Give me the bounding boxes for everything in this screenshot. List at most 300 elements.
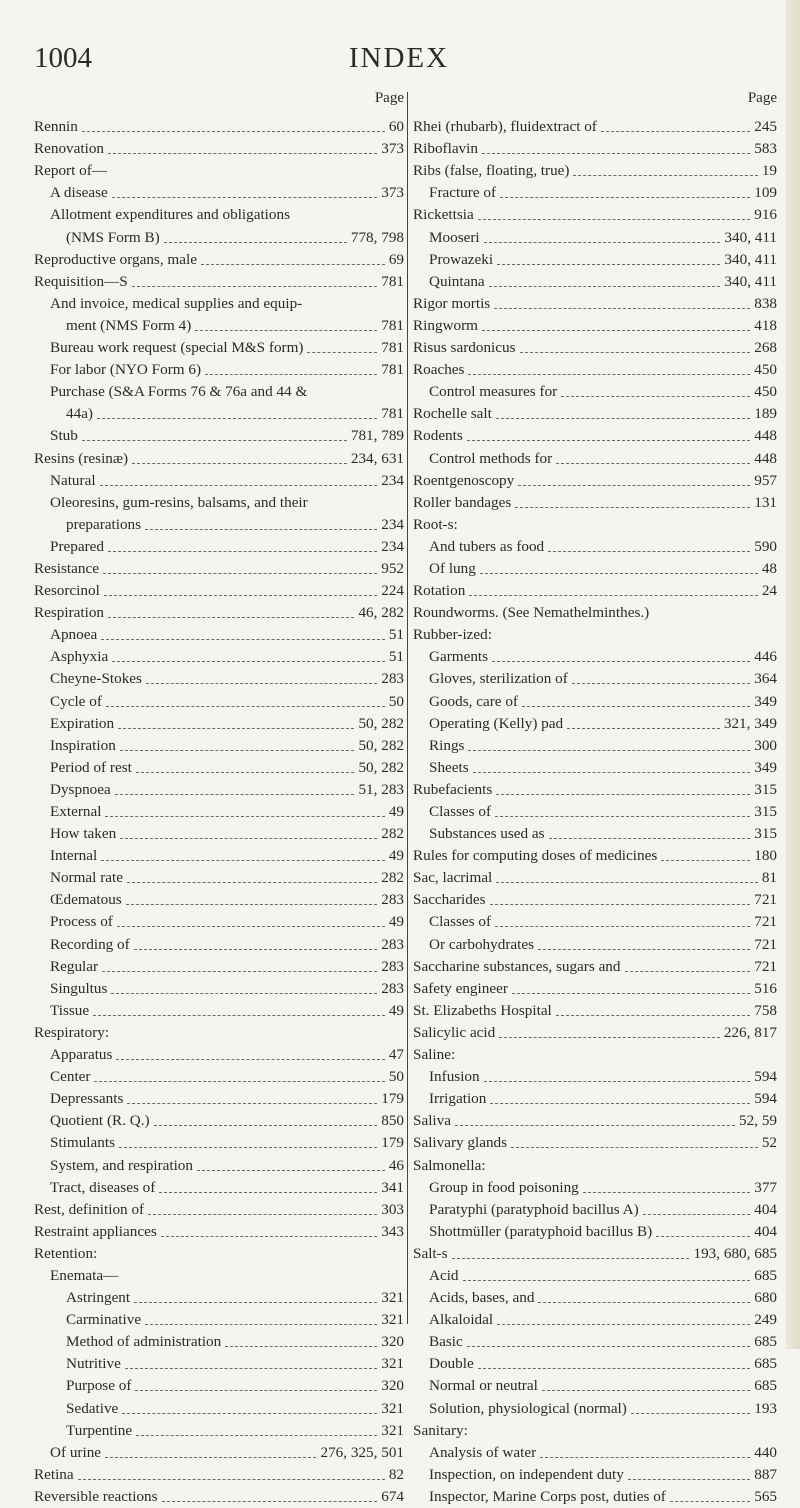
entry-term: Salt-s [413, 1244, 448, 1262]
leader-dashes [572, 682, 750, 684]
index-entry [34, 403, 406, 425]
entry-page-number: 838 [754, 294, 777, 312]
index-entry [34, 315, 406, 337]
entry-term: Garments [429, 648, 489, 666]
entry-term: Saliva [413, 1112, 451, 1130]
index-entry [34, 956, 406, 978]
leader-dashes [496, 417, 750, 419]
index-entry [413, 1353, 779, 1375]
entry-term: Center [50, 1068, 91, 1086]
entry-page-number: 404 [754, 1200, 777, 1218]
entry-page-number: 282 [381, 825, 404, 843]
leader-dashes [78, 1478, 385, 1480]
index-entry [413, 1397, 779, 1419]
entry-page-number: 590 [754, 537, 777, 555]
entry-term: Resorcinol [34, 582, 100, 600]
index-entry [34, 470, 406, 492]
entry-page-number: 373 [381, 184, 404, 202]
leader-dashes [478, 218, 750, 220]
leader-dashes [520, 351, 751, 353]
index-entry [34, 735, 406, 757]
entry-term: Œdematous [50, 891, 122, 909]
index-column-left [34, 90, 406, 1508]
index-entry [413, 1375, 779, 1397]
entry-page-number: 674 [381, 1487, 404, 1505]
index-entry [413, 779, 779, 801]
index-entry [34, 713, 406, 735]
leader-dashes [154, 1124, 378, 1126]
entry-term: Turpentine [66, 1421, 133, 1439]
index-entry [34, 1088, 406, 1110]
entry-term: Classes of [429, 913, 492, 931]
entry-page-number: 49 [388, 1001, 404, 1019]
page-title: INDEX [348, 42, 450, 74]
index-entry [34, 889, 406, 911]
entry-page-number: 340, 411 [724, 272, 777, 290]
leader-dashes [127, 881, 377, 883]
index-entry [34, 1066, 406, 1088]
leader-dashes [127, 1102, 377, 1104]
leader-dashes [105, 815, 384, 817]
index-entry [34, 1397, 406, 1419]
entry-term: Rennin [34, 118, 78, 136]
entry-term: Goods, care of [429, 692, 518, 710]
leader-dashes [94, 1080, 384, 1082]
index-entry [413, 492, 779, 514]
index-entry [413, 1221, 779, 1243]
index-entry [413, 359, 779, 381]
index-entry [413, 447, 779, 469]
entry-term: Shottmüller (paratyphoid bacillus B) [429, 1222, 653, 1240]
entry-page-number: 404 [754, 1222, 777, 1240]
leader-dashes [126, 903, 378, 905]
leader-dashes [103, 572, 377, 574]
index-entry [34, 646, 406, 668]
index-entry [34, 911, 406, 933]
index-entry [413, 1154, 779, 1176]
entry-term: Rules for computing doses of medicines [413, 847, 658, 865]
entry-page-number: 343 [381, 1222, 404, 1240]
entry-term: Ribs (false, floating, true) [413, 162, 570, 180]
entry-term: Requisition—S [34, 272, 128, 290]
index-entry [34, 138, 406, 160]
index-entry [413, 116, 779, 138]
leader-dashes [101, 859, 385, 861]
entry-page-number: 46 [388, 1156, 404, 1174]
entry-page-number: 340, 411 [724, 228, 777, 246]
entry-term: Group in food poisoning [429, 1178, 579, 1196]
entry-page-number: 50 [388, 692, 404, 710]
leader-dashes [567, 727, 720, 729]
entry-page-number: 721 [754, 935, 777, 953]
entry-term: Enemata— [50, 1266, 119, 1284]
index-entry [413, 1199, 779, 1221]
leader-dashes [307, 351, 377, 353]
leader-dashes [112, 196, 377, 198]
leader-dashes [108, 616, 354, 618]
entry-term: ment (NMS Form 4) [66, 316, 192, 334]
index-entry [413, 470, 779, 492]
index-entry [413, 1265, 779, 1287]
leader-dashes [538, 1301, 750, 1303]
index-entry [413, 602, 779, 624]
entry-term: Acids, bases, and [429, 1289, 535, 1307]
entry-page-number: 179 [381, 1134, 404, 1152]
index-entry [34, 249, 406, 271]
index-entry [413, 1486, 779, 1508]
leader-dashes [134, 948, 378, 950]
leader-dashes [106, 705, 385, 707]
index-entry [34, 801, 406, 823]
entry-page-number: 109 [754, 184, 777, 202]
entry-term: Rhei (rhubarb), fluidextract of [413, 118, 597, 136]
entry-term: Or carbohydrates [429, 935, 534, 953]
index-entry [34, 1464, 406, 1486]
entry-term: Resistance [34, 559, 99, 577]
index-entry [34, 359, 406, 381]
entry-term: Tract, diseases of [50, 1178, 156, 1196]
entry-term: Irrigation [429, 1090, 487, 1108]
index-entry [413, 204, 779, 226]
entry-term: And tubers as food [429, 537, 545, 555]
entry-page-number: 224 [381, 582, 404, 600]
entry-term: Respiration [34, 604, 105, 622]
entry-term: Saline: [413, 1046, 456, 1064]
index-entry [413, 1442, 779, 1464]
index-entry [34, 1420, 406, 1442]
entry-page-number: 315 [754, 825, 777, 843]
leader-dashes [661, 859, 750, 861]
entry-term: Process of [50, 913, 113, 931]
entry-term: Acid [429, 1266, 459, 1284]
leader-dashes [583, 1191, 750, 1193]
index-entry [413, 1243, 779, 1265]
leader-dashes [495, 815, 750, 817]
leader-dashes [573, 174, 757, 176]
entry-page-number: 283 [381, 670, 404, 688]
entry-term: Depressants [50, 1090, 124, 1108]
leader-dashes [490, 1102, 750, 1104]
entry-term: Sheets [429, 758, 469, 776]
entry-page-number: 781 [381, 316, 404, 334]
entry-term: Apnoea [50, 626, 98, 644]
entry-page-number: 446 [754, 648, 777, 666]
entry-page-number: 69 [388, 250, 404, 268]
entry-term: External [50, 803, 102, 820]
entry-term: Nutritive [66, 1355, 121, 1373]
index-entry [413, 138, 779, 160]
entry-page-number: 46, 282 [358, 604, 404, 622]
index-entry [34, 182, 406, 204]
leader-dashes [480, 572, 758, 574]
entry-term: (NMS Form B) [66, 228, 160, 246]
entry-page-number: 781 [381, 361, 404, 379]
entry-page-number: 283 [381, 957, 404, 975]
leader-dashes [556, 462, 750, 464]
index-entry [413, 249, 779, 271]
entry-page-number: 450 [754, 361, 777, 379]
leader-dashes [468, 373, 750, 375]
leader-dashes [542, 1389, 750, 1391]
entry-page-number: 249 [754, 1311, 777, 1329]
leader-dashes [159, 1191, 377, 1193]
entry-page-number: 52, 59 [739, 1112, 777, 1130]
leader-dashes [132, 462, 347, 464]
leader-dashes [148, 1213, 377, 1215]
entry-term: Double [429, 1355, 474, 1373]
entry-term: Saccharine substances, sugars and [413, 957, 621, 975]
entry-term: Control measures for [429, 383, 558, 401]
entry-term: Of urine [50, 1443, 102, 1461]
index-entry [413, 1331, 779, 1353]
entry-page-number: 268 [754, 339, 777, 357]
entry-page-number: 50, 282 [358, 758, 404, 776]
entry-page-number: 282 [381, 869, 404, 887]
entry-term: Quintana [429, 272, 485, 290]
entry-page-number: 448 [754, 449, 777, 467]
entry-term: Roller bandages [413, 493, 512, 511]
entry-page-number: 685 [754, 1377, 777, 1395]
leader-dashes [134, 1301, 377, 1303]
entry-term: Safety engineer [413, 979, 508, 997]
entry-term: Period of rest [50, 758, 132, 776]
index-entry [34, 1044, 406, 1066]
entry-term: And invoice, medical supplies and equip- [50, 294, 303, 312]
index-entry [413, 182, 779, 204]
index-entry [413, 580, 779, 602]
index-entry [34, 624, 406, 646]
entry-page-number: 448 [754, 427, 777, 445]
entry-term: Analysis of water [429, 1443, 537, 1461]
leader-dashes [122, 1412, 377, 1414]
entry-page-number: 60 [388, 118, 404, 136]
leader-dashes [93, 1014, 385, 1016]
index-entry [413, 713, 779, 735]
leader-dashes [145, 528, 377, 530]
entry-term: Basic [429, 1333, 463, 1351]
entry-page-number: 450 [754, 383, 777, 401]
entry-page-number: 583 [754, 140, 777, 158]
entry-term: Substances used as [429, 825, 545, 843]
entry-page-number: 51 [388, 648, 404, 666]
index-entry [34, 867, 406, 889]
entry-term: Normal or neutral [429, 1377, 538, 1395]
leader-dashes [197, 1169, 385, 1171]
index-entry [34, 1309, 406, 1331]
index-entry [34, 779, 406, 801]
leader-dashes [496, 793, 750, 795]
entry-term: Control methods for [429, 449, 553, 467]
index-entry [34, 1331, 406, 1353]
leader-dashes [489, 285, 721, 287]
index-entry [413, 956, 779, 978]
index-entry [413, 1022, 779, 1044]
entry-term: Riboflavin [413, 140, 478, 158]
entry-term: Respiratory: [34, 1023, 110, 1041]
entry-term: Sac, lacrimal [413, 869, 493, 887]
index-column-right [413, 90, 779, 1508]
entry-page-number: 300 [754, 736, 777, 754]
index-entry [34, 425, 406, 447]
entry-term: Sedative [66, 1399, 119, 1417]
column-heading-page: Page [747, 90, 777, 106]
entry-term: preparations [66, 515, 142, 533]
index-entry [34, 1132, 406, 1154]
index-entry [413, 403, 779, 425]
index-entry [34, 514, 406, 536]
entry-term: Risus sardonicus [413, 339, 516, 357]
leader-dashes [518, 484, 750, 486]
entry-term: Resins (resinæ) [34, 449, 129, 467]
leader-dashes [119, 1146, 377, 1148]
column-heading-page: Page [374, 90, 404, 106]
entry-page-number: 685 [754, 1355, 777, 1373]
entry-page-number: 283 [381, 979, 404, 997]
entry-page-number: 781 [381, 405, 404, 423]
leader-dashes [455, 1124, 735, 1126]
index-entry [34, 536, 406, 558]
entry-term: Solution, physiological (normal) [429, 1399, 627, 1417]
entry-term: Rings [429, 736, 465, 754]
index-entry [413, 1110, 779, 1132]
index-entry [413, 867, 779, 889]
index-entry [413, 1177, 779, 1199]
entry-page-number: 321 [381, 1421, 404, 1439]
entry-page-number: 49 [388, 913, 404, 931]
leader-dashes [162, 1500, 378, 1502]
leader-dashes [136, 771, 355, 773]
index-entry [413, 425, 779, 447]
entry-term: Inspiration [50, 736, 116, 754]
leader-dashes [500, 196, 750, 198]
entry-term: Allotment expenditures and obligations [50, 206, 291, 224]
index-entry [34, 381, 406, 403]
entry-term: Internal [50, 847, 98, 865]
index-entry [413, 933, 779, 955]
entry-term: Stub [50, 427, 78, 445]
leader-dashes [120, 749, 355, 751]
leader-dashes [538, 948, 750, 950]
leader-dashes [120, 837, 377, 839]
index-entry [413, 690, 779, 712]
entry-term: Ringworm [413, 316, 478, 334]
leader-dashes [108, 550, 377, 552]
entry-page-number: 377 [754, 1178, 777, 1196]
index-entry [34, 1000, 406, 1022]
leader-dashes [512, 992, 750, 994]
entry-page-number: 180 [754, 847, 777, 865]
entry-term: Of lung [429, 559, 476, 577]
entry-page-number: 234 [381, 515, 404, 533]
index-entry [34, 1022, 406, 1044]
leader-dashes [670, 1500, 750, 1502]
entry-term: Mooseri [429, 228, 480, 246]
index-entry [34, 690, 406, 712]
entry-page-number: 234, 631 [350, 449, 404, 467]
entry-term: A disease [50, 184, 108, 202]
leader-dashes [549, 837, 751, 839]
entry-page-number: 320 [381, 1333, 404, 1351]
index-entry [34, 823, 406, 845]
index-entry [34, 580, 406, 602]
leader-dashes [478, 1367, 751, 1369]
entry-term: Tissue [50, 1001, 90, 1019]
index-entry [413, 1044, 779, 1066]
index-entry [34, 845, 406, 867]
leader-dashes [540, 1456, 750, 1458]
entry-term: St. Elizabeths Hospital [413, 1001, 552, 1019]
entry-page-number: 340, 411 [724, 250, 777, 268]
leader-dashes [225, 1345, 377, 1347]
entry-page-number: 131 [754, 493, 777, 511]
entry-term: Prepared [50, 537, 104, 555]
index-entry [413, 801, 779, 823]
index-entry [413, 226, 779, 248]
entry-page-number: 245 [754, 118, 777, 136]
entry-page-number: 283 [381, 935, 404, 953]
entry-term: Cheyne-Stokes [50, 670, 142, 688]
index-entry [413, 558, 779, 580]
page-number: 1004 [34, 42, 92, 74]
entry-term: Asphyxia [50, 648, 109, 666]
leader-dashes [104, 594, 377, 596]
entry-term: Quotient (R. Q.) [50, 1112, 150, 1130]
entry-term: Sanitary: [413, 1421, 468, 1439]
index-entry [34, 602, 406, 624]
leader-dashes [101, 638, 385, 640]
entry-page-number: 341 [381, 1178, 404, 1196]
entry-term: Recording of [50, 935, 130, 953]
entry-page-number: 349 [754, 692, 777, 710]
leader-dashes [136, 1434, 377, 1436]
entry-term: Carminative [66, 1311, 142, 1329]
entry-page-number: 48 [761, 559, 777, 577]
leader-dashes [628, 1478, 750, 1480]
entry-page-number: 179 [381, 1090, 404, 1108]
entry-page-number: 234 [381, 471, 404, 489]
entry-term: Alkaloidal [429, 1311, 494, 1329]
leader-dashes [515, 506, 750, 508]
leader-dashes [497, 263, 720, 265]
entry-page-number: 24 [761, 582, 777, 600]
entry-page-number: 349 [754, 758, 777, 776]
entry-page-number: 276, 325, 501 [320, 1443, 404, 1461]
leader-dashes [116, 1058, 384, 1060]
index-entry [413, 315, 779, 337]
entry-page-number: 189 [754, 405, 777, 423]
leader-dashes [135, 1389, 377, 1391]
entry-page-number: 418 [754, 316, 777, 334]
index-entry [34, 757, 406, 779]
index-entry [34, 1199, 406, 1221]
index-entry [413, 1464, 779, 1486]
leader-dashes [631, 1412, 750, 1414]
entry-page-number: 283 [381, 891, 404, 909]
entry-term: Singultus [50, 979, 108, 997]
entry-page-number: 51, 283 [358, 780, 404, 798]
page-edge [786, 0, 800, 1349]
index-entry [34, 1221, 406, 1243]
leader-dashes [511, 1146, 758, 1148]
entry-term: Rubefacients [413, 780, 493, 798]
index-entry [413, 735, 779, 757]
entry-page-number: 320 [381, 1377, 404, 1395]
entry-page-number: 52 [761, 1134, 777, 1152]
leader-dashes [656, 1235, 750, 1237]
index-entry [413, 624, 779, 646]
entry-term: Root-s: [413, 515, 458, 533]
entry-term: Purchase (S&A Forms 76 & 76a and 44 & [50, 383, 308, 401]
